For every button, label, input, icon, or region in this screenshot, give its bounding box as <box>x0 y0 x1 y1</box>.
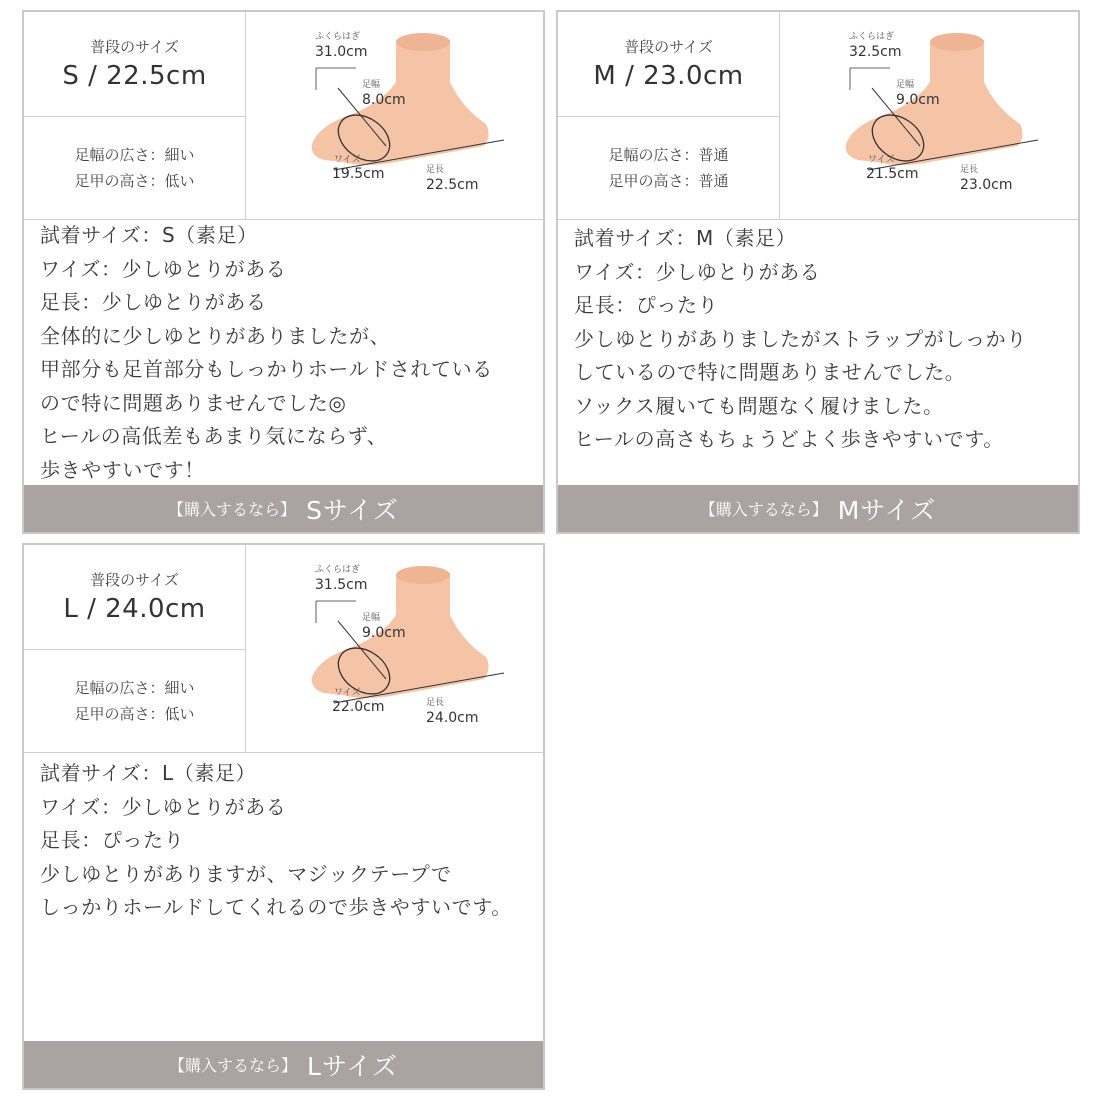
review-line: ワイズ：少しゆとりがある <box>574 259 821 284</box>
foot-diagram <box>780 12 1078 219</box>
review-text <box>40 219 535 487</box>
wise-label: ワイズ <box>868 155 895 165</box>
review-line: しているので特に問題ありませんでした。 <box>574 360 966 384</box>
card-header <box>558 12 1078 220</box>
calf-value: 32.5cm <box>849 44 902 60</box>
review-line: ヒールの高さもちょうどよく歩きやすいです。 <box>574 427 1004 451</box>
card-header <box>24 545 543 753</box>
foot-width-line: 足幅の広さ：普通 <box>608 146 729 164</box>
calf-value: 31.0cm <box>315 44 368 60</box>
foot-diagram <box>246 545 543 752</box>
usual-size-value: S / 22.5cm <box>62 61 207 91</box>
recommended-size: Mサイズ <box>837 495 937 525</box>
recommendation-bar <box>24 485 543 532</box>
instep-height-line: 足甲の高さ：低い <box>74 705 195 723</box>
foot-illustration-icon <box>246 545 543 750</box>
review-line: ので特に問題ありませんでした◎ <box>40 390 347 415</box>
foot-diagram <box>246 12 543 219</box>
foot-width-value: 9.0cm <box>896 92 940 108</box>
usual-size-value: M / 23.0cm <box>593 61 744 91</box>
foot-shape-cell <box>24 117 246 219</box>
review-line: 試着サイズ：L（素足） <box>40 761 257 785</box>
length-label: 足長 <box>426 698 445 708</box>
recommendation-bar <box>558 485 1078 532</box>
wise-value: 19.5cm <box>332 166 385 182</box>
wise-label: ワイズ <box>334 155 361 165</box>
review-text <box>574 222 1070 457</box>
review-line: 足長：少しゆとりがある <box>40 290 267 314</box>
review-line: しっかりホールドしてくれるので歩きやすいです。 <box>40 895 512 919</box>
usual-size-value: L / 24.0cm <box>63 594 206 624</box>
card-header <box>24 12 543 220</box>
review-line: 甲部分も足首部分もしっかりホールドされている <box>40 357 493 381</box>
foot-illustration-icon <box>246 12 543 217</box>
length-value: 23.0cm <box>960 177 1013 193</box>
foot-shape-cell <box>24 650 246 752</box>
foot-width-value: 9.0cm <box>362 625 406 641</box>
review-line: 足長：ぴったり <box>40 828 185 852</box>
wise-value: 21.5cm <box>866 166 919 182</box>
recommendation-prefix: 【購入するなら】 <box>168 500 297 519</box>
instep-height-line: 足甲の高さ：普通 <box>608 172 729 190</box>
instep-height-line: 足甲の高さ：低い <box>74 172 195 190</box>
foot-width-label: 足幅 <box>896 80 915 90</box>
length-value: 22.5cm <box>426 177 479 193</box>
usual-size-cell <box>24 545 246 650</box>
usual-size-cell <box>24 12 246 117</box>
usual-size-label: 普段のサイズ <box>624 38 713 56</box>
foot-width-label: 足幅 <box>362 613 381 623</box>
recommended-size: Lサイズ <box>307 1051 398 1081</box>
foot-illustration-icon <box>780 12 1078 217</box>
calf-label: ふくらはぎ <box>315 565 361 575</box>
review-line: 少しゆとりがありますが、マジックテープで <box>40 861 452 886</box>
review-text <box>40 757 535 925</box>
recommendation-bar <box>24 1041 543 1088</box>
foot-width-value: 8.0cm <box>362 92 406 108</box>
foot-width-label: 足幅 <box>362 80 381 90</box>
review-line: ワイズ：少しゆとりがある <box>40 794 287 819</box>
calf-label: ふくらはぎ <box>315 32 361 42</box>
length-label: 足長 <box>426 165 445 175</box>
size-card-l <box>22 543 545 1090</box>
wise-label: ワイズ <box>334 688 361 698</box>
review-line: ソックス履いても問題なく履けました。 <box>574 393 944 418</box>
foot-width-line: 足幅の広さ：細い <box>74 679 195 697</box>
calf-value: 31.5cm <box>315 577 368 593</box>
foot-width-line: 足幅の広さ：細い <box>74 146 195 164</box>
calf-label: ふくらはぎ <box>849 32 895 42</box>
usual-size-label: 普段のサイズ <box>90 571 179 589</box>
usual-size-cell <box>558 12 780 117</box>
review-line: ヒールの高低差もあまり気にならず、 <box>40 424 388 448</box>
recommendation-prefix: 【購入するなら】 <box>699 500 828 519</box>
review-line: 足長：ぴったり <box>574 293 719 317</box>
size-card-m <box>556 10 1080 534</box>
wise-value: 22.0cm <box>332 699 385 715</box>
review-line: 全体的に少しゆとりがありましたが、 <box>40 323 391 348</box>
size-card-s <box>22 10 545 534</box>
recommendation-prefix: 【購入するなら】 <box>169 1056 298 1075</box>
review-line: 歩きやすいです！ <box>40 457 205 482</box>
usual-size-label: 普段のサイズ <box>90 38 179 56</box>
length-label: 足長 <box>960 165 979 175</box>
review-line: ワイズ：少しゆとりがある <box>40 256 287 281</box>
review-line: 試着サイズ：M（素足） <box>574 226 797 250</box>
recommended-size: Sサイズ <box>306 495 399 525</box>
foot-shape-cell <box>558 117 780 219</box>
review-line: 少しゆとりがありましたがストラップがしっかり <box>574 326 1027 351</box>
length-value: 24.0cm <box>426 710 479 726</box>
review-line: 試着サイズ：S（素足） <box>40 223 258 247</box>
